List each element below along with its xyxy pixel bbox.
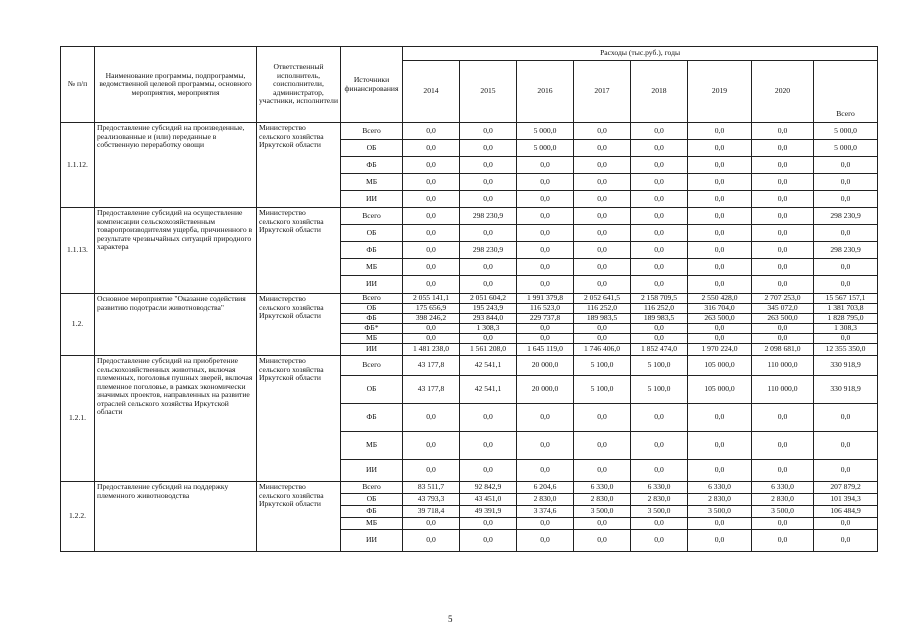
year-value: 5 100,0: [631, 376, 688, 404]
year-value: 2 052 641,5: [574, 294, 631, 304]
year-value: 0,0: [688, 460, 752, 482]
year-value: 1 991 379,8: [517, 294, 574, 304]
year-value: 0,0: [517, 174, 574, 191]
header-year: 2016: [517, 61, 574, 123]
total-value: 330 918,9: [814, 356, 878, 376]
year-value: 0,0: [574, 530, 631, 552]
year-value: 0,0: [403, 334, 460, 344]
year-value: 1 852 474,0: [631, 344, 688, 356]
year-value: 298 230,9: [460, 242, 517, 259]
year-value: 5 100,0: [574, 356, 631, 376]
year-value: 195 243,9: [460, 304, 517, 314]
funding-source: ИИ: [341, 191, 403, 208]
year-value: 0,0: [517, 334, 574, 344]
total-value: 0,0: [814, 191, 878, 208]
year-value: 0,0: [688, 276, 752, 294]
year-value: 105 000,0: [688, 376, 752, 404]
year-value: 0,0: [574, 334, 631, 344]
funding-source: ОБ: [341, 140, 403, 157]
year-value: 0,0: [574, 432, 631, 460]
item-number: 1.2.: [61, 294, 95, 356]
table-row: [61, 356, 878, 376]
year-value: 316 704,0: [688, 304, 752, 314]
year-value: 0,0: [752, 225, 814, 242]
year-value: 0,0: [403, 460, 460, 482]
year-value: 0,0: [752, 140, 814, 157]
year-value: 0,0: [403, 530, 460, 552]
item-responsible: Министерство сельского хозяйства Иркутской области: [257, 123, 341, 208]
year-value: 1 308,3: [460, 324, 517, 334]
table-row: [61, 294, 878, 304]
year-value: 2 830,0: [517, 494, 574, 506]
year-value: 0,0: [460, 259, 517, 276]
year-value: 0,0: [460, 123, 517, 140]
funding-source: ИИ: [341, 530, 403, 552]
year-value: 1 746 406,0: [574, 344, 631, 356]
total-value: 0,0: [814, 518, 878, 530]
year-value: 6 330,0: [688, 482, 752, 494]
year-value: 0,0: [631, 208, 688, 225]
year-value: 0,0: [631, 324, 688, 334]
item-number: 1.1.13.: [61, 208, 95, 294]
year-value: 0,0: [460, 518, 517, 530]
item-responsible: Министерство сельского хозяйства Иркутской области: [257, 208, 341, 294]
year-value: 0,0: [574, 259, 631, 276]
header-year: 2014: [403, 61, 460, 123]
item-responsible: Министерство сельского хозяйства Иркутской области: [257, 356, 341, 482]
funding-source: МБ: [341, 518, 403, 530]
year-value: 0,0: [517, 242, 574, 259]
year-value: 0,0: [403, 432, 460, 460]
total-value: 207 879,2: [814, 482, 878, 494]
year-value: 0,0: [631, 334, 688, 344]
total-value: 298 230,9: [814, 242, 878, 259]
total-value: 0,0: [814, 157, 878, 174]
year-value: 293 844,0: [460, 314, 517, 324]
year-value: 0,0: [631, 140, 688, 157]
year-value: 0,0: [688, 432, 752, 460]
year-value: 43 177,8: [403, 356, 460, 376]
year-value: 0,0: [752, 334, 814, 344]
year-value: 1 481 238,0: [403, 344, 460, 356]
table-row: [61, 123, 878, 140]
funding-source: ИИ: [341, 460, 403, 482]
year-value: 0,0: [517, 276, 574, 294]
year-value: 2 051 604,2: [460, 294, 517, 304]
year-value: 0,0: [631, 404, 688, 432]
table-header: [61, 47, 878, 123]
funding-source: МБ: [341, 259, 403, 276]
item-name: Предоставление субсидий на осуществление компенсации сельскохозяйственным товаропроизводителям ущерба, причиненного в результате чрезвычайных ситуаций природного характера: [95, 208, 257, 294]
item-name: Основное мероприятие "Оказание содействия развитию подотрасли животноводства": [95, 294, 257, 356]
year-value: 263 500,0: [688, 314, 752, 324]
year-value: 3 500,0: [631, 506, 688, 518]
total-value: 0,0: [814, 530, 878, 552]
year-value: 6 330,0: [574, 482, 631, 494]
year-value: 0,0: [403, 324, 460, 334]
year-value: 0,0: [403, 208, 460, 225]
year-value: 1 561 208,0: [460, 344, 517, 356]
header-year: 2020: [752, 61, 814, 123]
year-value: 5 000,0: [517, 140, 574, 157]
item-number: 1.1.12.: [61, 123, 95, 208]
year-value: 0,0: [517, 259, 574, 276]
year-value: 0,0: [752, 432, 814, 460]
year-value: 0,0: [403, 242, 460, 259]
year-value: 0,0: [688, 174, 752, 191]
item-name: Предоставление субсидий на поддержку племенного животноводства: [95, 482, 257, 552]
year-value: 2 830,0: [574, 494, 631, 506]
year-value: 0,0: [574, 324, 631, 334]
year-value: 20 000,0: [517, 376, 574, 404]
table-body: [61, 123, 878, 552]
header-year: 2017: [574, 61, 631, 123]
header-num: № п/п: [61, 47, 95, 123]
year-value: 0,0: [631, 530, 688, 552]
year-value: 3 500,0: [752, 506, 814, 518]
item-number: 1.2.1.: [61, 356, 95, 482]
year-value: 0,0: [752, 242, 814, 259]
year-value: 0,0: [688, 225, 752, 242]
year-value: 2 158 709,5: [631, 294, 688, 304]
year-value: 0,0: [574, 404, 631, 432]
year-value: 0,0: [403, 259, 460, 276]
year-value: 2 830,0: [688, 494, 752, 506]
funding-source: ОБ: [341, 494, 403, 506]
funding-source: МБ: [341, 174, 403, 191]
year-value: 0,0: [631, 191, 688, 208]
total-value: 1 381 703,8: [814, 304, 878, 314]
year-value: 0,0: [403, 174, 460, 191]
year-value: 0,0: [460, 225, 517, 242]
year-value: 0,0: [403, 157, 460, 174]
header-name: Наименование программы, подпрограммы, ведомственной целевой программы, основного мероприятия, мероприятия: [95, 47, 257, 123]
year-value: 0,0: [752, 530, 814, 552]
year-value: 189 983,5: [631, 314, 688, 324]
year-value: 0,0: [460, 174, 517, 191]
funding-source: ФБ: [341, 314, 403, 324]
year-value: 0,0: [517, 530, 574, 552]
total-value: 0,0: [814, 259, 878, 276]
funding-source: Всего: [341, 294, 403, 304]
year-value: 0,0: [631, 157, 688, 174]
year-value: 3 374,6: [517, 506, 574, 518]
year-value: 0,0: [688, 123, 752, 140]
item-number: 1.2.2.: [61, 482, 95, 552]
total-value: 1 828 795,0: [814, 314, 878, 324]
year-value: 0,0: [517, 157, 574, 174]
year-value: 1 645 119,0: [517, 344, 574, 356]
year-value: 0,0: [752, 404, 814, 432]
year-value: 49 391,9: [460, 506, 517, 518]
item-responsible: Министерство сельского хозяйства Иркутской области: [257, 294, 341, 356]
year-value: 0,0: [517, 208, 574, 225]
funding-source: ФБ: [341, 157, 403, 174]
total-value: 106 484,9: [814, 506, 878, 518]
year-value: 0,0: [574, 225, 631, 242]
year-value: 43 451,0: [460, 494, 517, 506]
total-value: 0,0: [814, 225, 878, 242]
year-value: 0,0: [688, 334, 752, 344]
year-value: 0,0: [688, 530, 752, 552]
year-value: 43 177,8: [403, 376, 460, 404]
year-value: 0,0: [631, 225, 688, 242]
year-value: 175 656,9: [403, 304, 460, 314]
year-value: 43 793,3: [403, 494, 460, 506]
total-value: 298 230,9: [814, 208, 878, 225]
total-value: 0,0: [814, 334, 878, 344]
year-value: 0,0: [517, 191, 574, 208]
table-row: [61, 208, 878, 225]
year-value: 263 500,0: [752, 314, 814, 324]
total-value: 1 308,3: [814, 324, 878, 334]
funding-source: Всего: [341, 356, 403, 376]
funding-source: ОБ: [341, 225, 403, 242]
funding-source: ФБ*: [341, 324, 403, 334]
year-value: 116 252,0: [574, 304, 631, 314]
year-value: 0,0: [517, 324, 574, 334]
total-value: 0,0: [814, 404, 878, 432]
year-value: 0,0: [688, 518, 752, 530]
funding-source: ОБ: [341, 376, 403, 404]
year-value: 6 330,0: [752, 482, 814, 494]
year-value: 5 100,0: [574, 376, 631, 404]
year-value: 6 330,0: [631, 482, 688, 494]
total-value: 12 355 350,0: [814, 344, 878, 356]
year-value: 0,0: [574, 460, 631, 482]
year-value: 2 830,0: [752, 494, 814, 506]
year-value: 116 252,0: [631, 304, 688, 314]
funding-source: Всего: [341, 482, 403, 494]
table-row: [61, 482, 878, 494]
year-value: 0,0: [403, 123, 460, 140]
year-value: 2 098 681,0: [752, 344, 814, 356]
year-value: 0,0: [460, 460, 517, 482]
year-value: 6 204,6: [517, 482, 574, 494]
year-value: 0,0: [631, 432, 688, 460]
year-value: 0,0: [574, 191, 631, 208]
year-value: 110 000,0: [752, 356, 814, 376]
year-value: 105 000,0: [688, 356, 752, 376]
year-value: 83 511,7: [403, 482, 460, 494]
year-value: 0,0: [574, 157, 631, 174]
year-value: 0,0: [460, 276, 517, 294]
year-value: 0,0: [688, 324, 752, 334]
year-value: 0,0: [574, 123, 631, 140]
funding-source: ФБ: [341, 404, 403, 432]
year-value: 0,0: [752, 208, 814, 225]
header-responsible: Ответственный исполнитель, соисполнители, администратор, участники, исполнители: [257, 47, 341, 123]
year-value: 0,0: [752, 191, 814, 208]
year-value: 0,0: [403, 276, 460, 294]
year-value: 0,0: [688, 191, 752, 208]
year-value: 0,0: [752, 123, 814, 140]
header-year: 2015: [460, 61, 517, 123]
year-value: 189 983,5: [574, 314, 631, 324]
year-value: 0,0: [752, 276, 814, 294]
year-value: 0,0: [403, 518, 460, 530]
year-value: 0,0: [688, 404, 752, 432]
header-total: Всего: [814, 61, 878, 123]
funding-source: МБ: [341, 432, 403, 460]
expenses-table: [60, 46, 878, 552]
total-value: 0,0: [814, 432, 878, 460]
total-value: 330 918,9: [814, 376, 878, 404]
year-value: 0,0: [574, 140, 631, 157]
year-value: 0,0: [752, 174, 814, 191]
funding-source: ОБ: [341, 304, 403, 314]
year-value: 0,0: [403, 404, 460, 432]
year-value: 2 707 253,0: [752, 294, 814, 304]
year-value: 0,0: [688, 259, 752, 276]
year-value: 3 500,0: [688, 506, 752, 518]
year-value: 0,0: [460, 530, 517, 552]
funding-source: МБ: [341, 334, 403, 344]
total-value: 0,0: [814, 276, 878, 294]
total-value: 5 000,0: [814, 123, 878, 140]
year-value: 0,0: [574, 276, 631, 294]
year-value: 0,0: [631, 123, 688, 140]
year-value: 0,0: [517, 518, 574, 530]
year-value: 0,0: [460, 191, 517, 208]
year-value: 0,0: [403, 225, 460, 242]
year-value: 0,0: [403, 191, 460, 208]
year-value: 0,0: [574, 518, 631, 530]
funding-source: ИИ: [341, 344, 403, 356]
year-value: 0,0: [517, 460, 574, 482]
year-value: 42 541,1: [460, 376, 517, 404]
year-value: 0,0: [752, 518, 814, 530]
year-value: 0,0: [752, 157, 814, 174]
funding-source: ИИ: [341, 276, 403, 294]
year-value: 0,0: [688, 242, 752, 259]
page-number: 5: [448, 614, 453, 624]
year-value: 0,0: [517, 432, 574, 460]
year-value: 0,0: [460, 140, 517, 157]
total-value: 15 567 157,1: [814, 294, 878, 304]
year-value: 0,0: [574, 208, 631, 225]
year-value: 2 550 428,0: [688, 294, 752, 304]
total-value: 0,0: [814, 174, 878, 191]
year-value: 2 830,0: [631, 494, 688, 506]
year-value: 110 000,0: [752, 376, 814, 404]
year-value: 0,0: [574, 174, 631, 191]
year-value: 0,0: [688, 157, 752, 174]
year-value: 0,0: [631, 276, 688, 294]
year-value: 0,0: [631, 259, 688, 276]
header-year: 2018: [631, 61, 688, 123]
item-name: Предоставление субсидий на произведенные, реализованные и (или) переданные в собственную переработку овощи: [95, 123, 257, 208]
total-value: 0,0: [814, 460, 878, 482]
header-year: 2019: [688, 61, 752, 123]
year-value: 116 523,0: [517, 304, 574, 314]
year-value: 92 842,9: [460, 482, 517, 494]
funding-source: ФБ: [341, 506, 403, 518]
year-value: 0,0: [517, 225, 574, 242]
header-source: Источники финансирования: [341, 47, 403, 123]
total-value: 5 000,0: [814, 140, 878, 157]
year-value: 0,0: [752, 259, 814, 276]
year-value: 298 230,9: [460, 208, 517, 225]
year-value: 0,0: [460, 157, 517, 174]
year-value: 0,0: [460, 334, 517, 344]
item-responsible: Министерство сельского хозяйства Иркутской области: [257, 482, 341, 552]
year-value: 0,0: [631, 518, 688, 530]
funding-source: ФБ: [341, 242, 403, 259]
year-value: 0,0: [688, 208, 752, 225]
year-value: 5 000,0: [517, 123, 574, 140]
year-value: 398 246,2: [403, 314, 460, 324]
year-value: 0,0: [631, 242, 688, 259]
year-value: 229 737,8: [517, 314, 574, 324]
total-value: 101 394,3: [814, 494, 878, 506]
funding-source: Всего: [341, 123, 403, 140]
year-value: 0,0: [460, 404, 517, 432]
year-value: 0,0: [517, 404, 574, 432]
year-value: 345 072,0: [752, 304, 814, 314]
year-value: 0,0: [752, 460, 814, 482]
year-value: 20 000,0: [517, 356, 574, 376]
year-value: 0,0: [631, 174, 688, 191]
year-value: 0,0: [752, 324, 814, 334]
year-value: 0,0: [631, 460, 688, 482]
header-expenses: Расходы (тыс.руб.), годы: [403, 47, 878, 61]
year-value: 3 500,0: [574, 506, 631, 518]
year-value: 42 541,1: [460, 356, 517, 376]
funding-source: Всего: [341, 208, 403, 225]
year-value: 1 970 224,0: [688, 344, 752, 356]
year-value: 0,0: [460, 432, 517, 460]
year-value: 0,0: [574, 242, 631, 259]
year-value: 0,0: [688, 140, 752, 157]
year-value: 0,0: [403, 140, 460, 157]
year-value: 39 718,4: [403, 506, 460, 518]
year-value: 2 055 141,1: [403, 294, 460, 304]
year-value: 5 100,0: [631, 356, 688, 376]
item-name: Предоставление субсидий на приобретение сельскохозяйственных животных, включая племенных, поголовья пушных зверей, включая племенное поголовье, в рамках экономически значимых проектов, направленных на развитие отраслей сельского хозяйства Иркутской области: [95, 356, 257, 482]
